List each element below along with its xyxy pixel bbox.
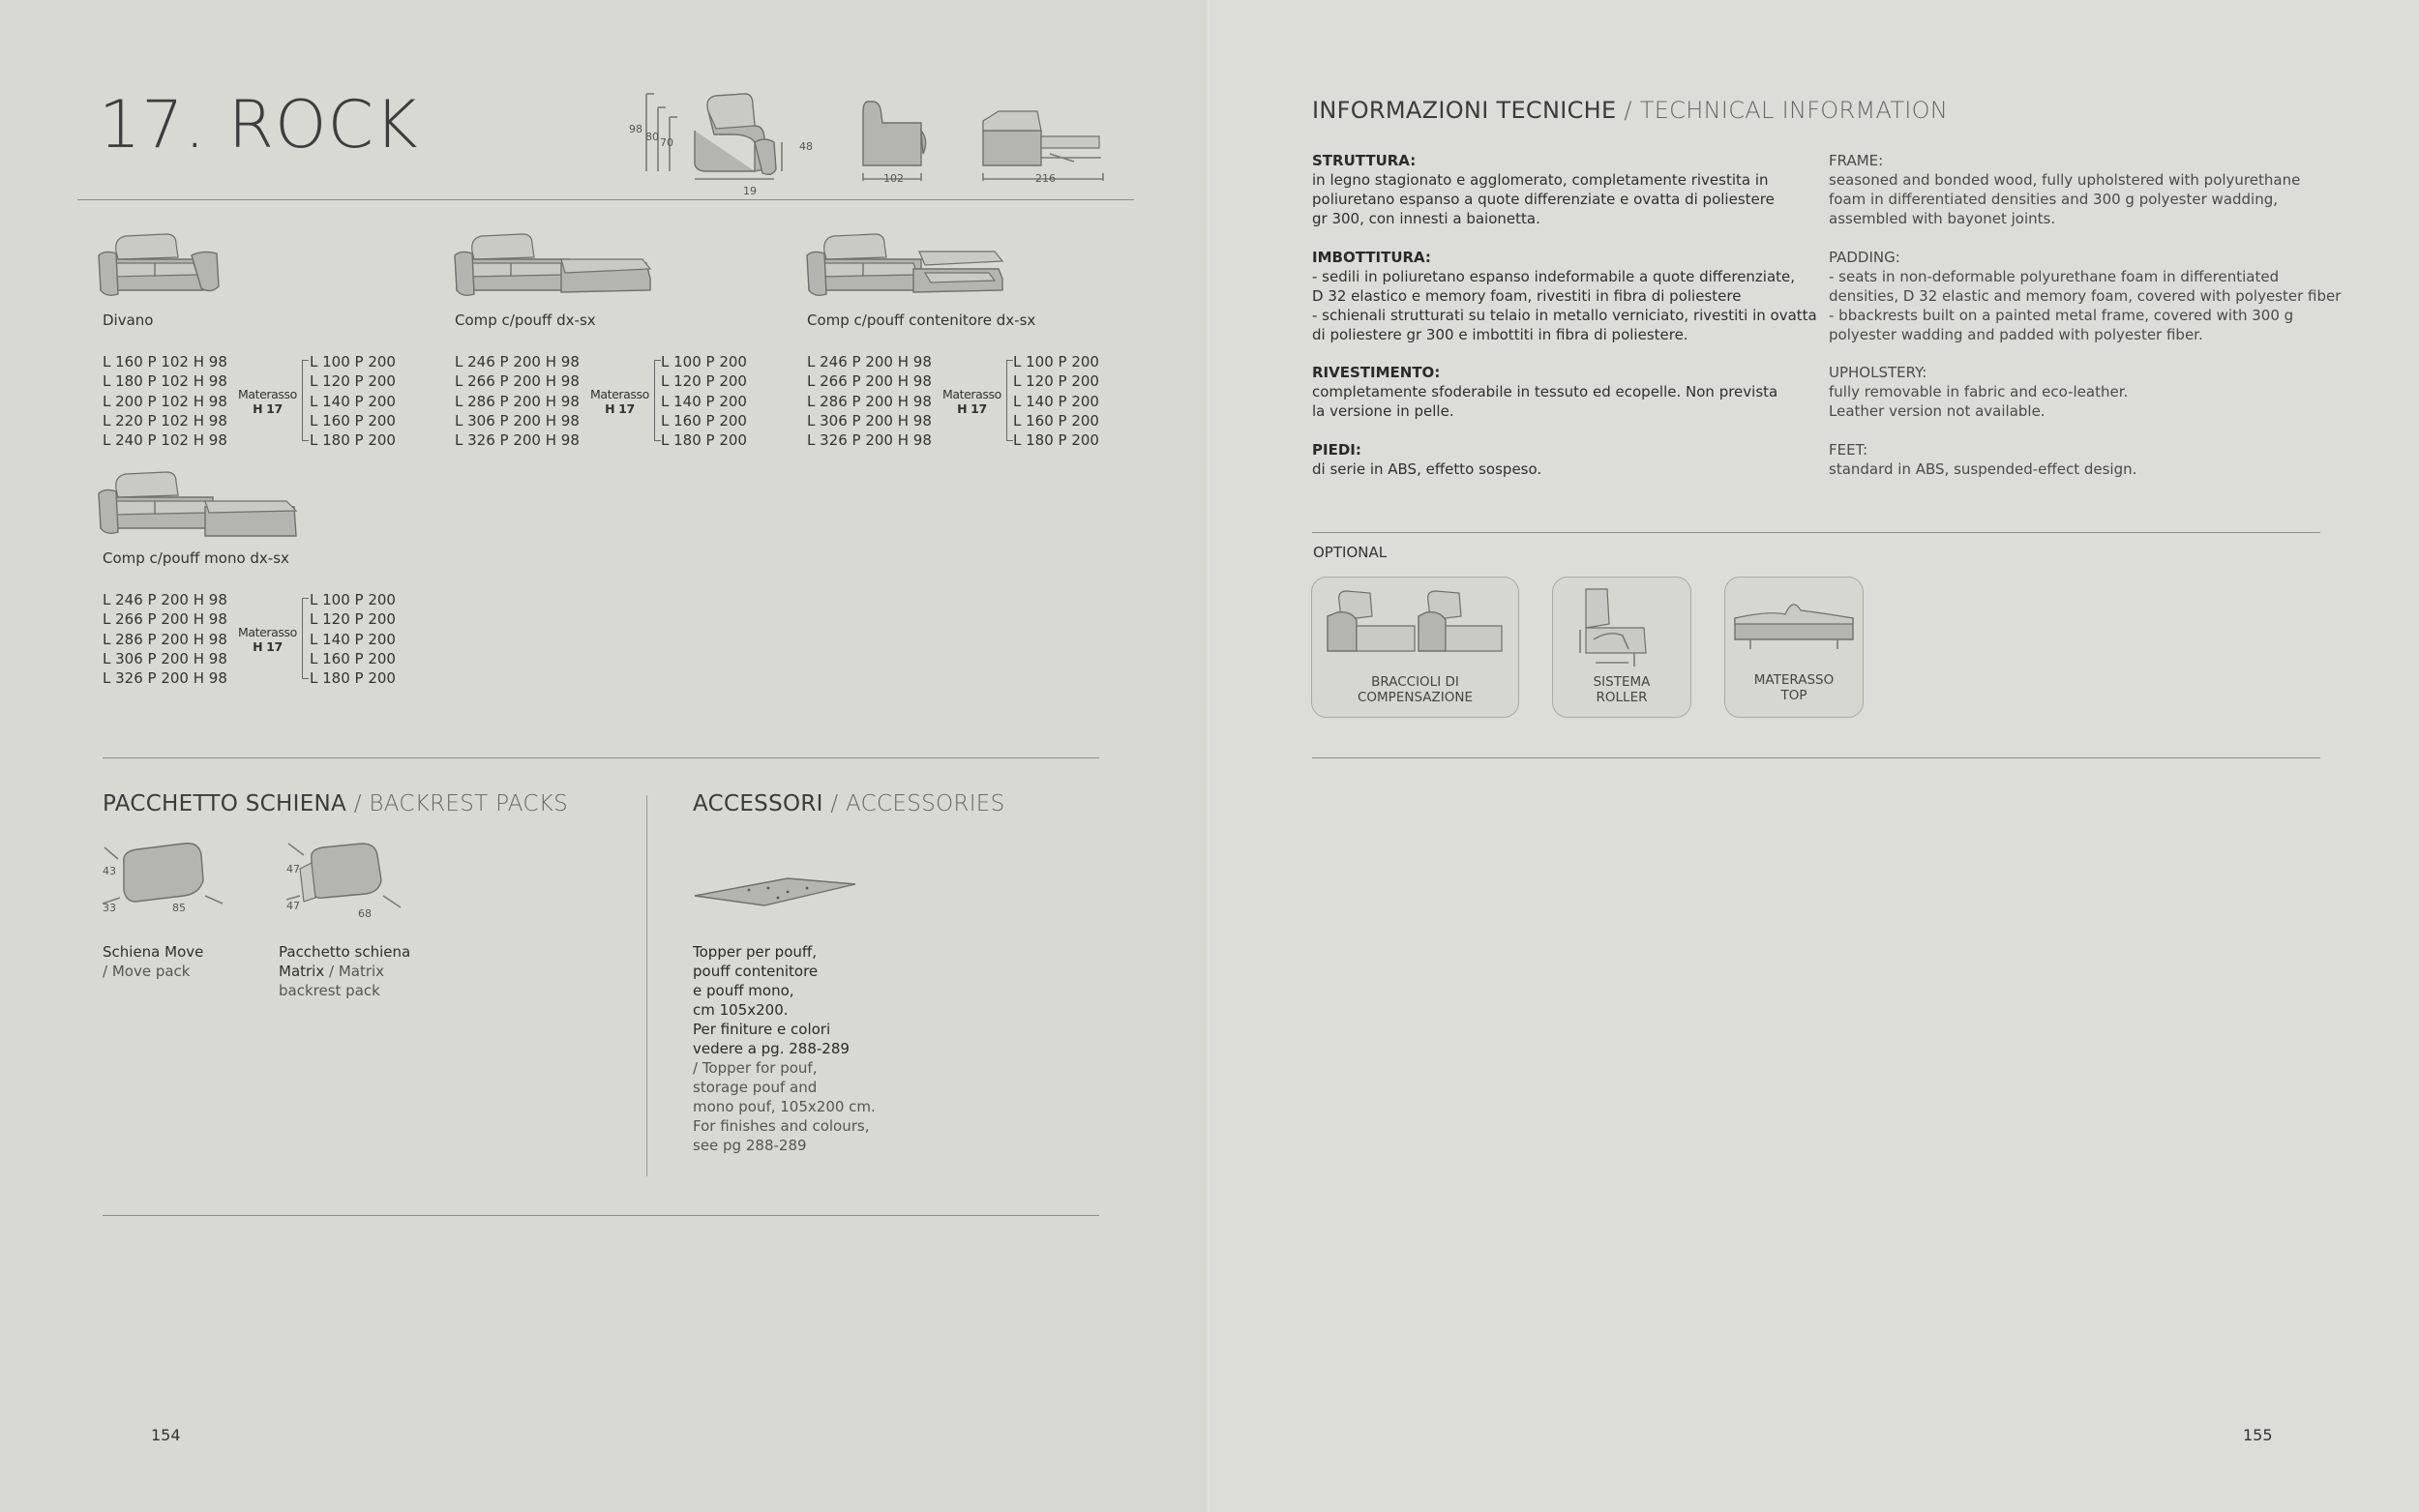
accessories-title-en: / ACCESSORIES (830, 791, 1005, 816)
tech-line: in legno stagionato e agglomerato, completamente rivestita in (1312, 171, 1769, 189)
tech-title-en: / TECHNICAL INFORMATION (1624, 97, 1949, 124)
size-row: L 220 P 102 H 98 (103, 411, 227, 430)
acc-it-line: e pouff mono, (693, 982, 794, 999)
tech-line: D 32 elastico e memory foam, rivestiti in fibra di poliestere (1312, 287, 1742, 305)
optional-card-text (1312, 674, 1518, 705)
size-row: L 246 P 200 H 98 (807, 353, 932, 371)
mattress-size-row: L 120 P 200 (1013, 372, 1099, 391)
mattress-sizes-comp-pouff-mono (310, 590, 396, 688)
size-row: L 286 P 200 H 98 (455, 392, 580, 410)
card-line: ROLLER (1596, 690, 1648, 705)
acc-it-line: cm 105x200. (693, 1001, 789, 1019)
mattress-label: Materasso (238, 625, 297, 639)
tech-title: INFORMAZIONI TECNICHE (1312, 97, 1617, 124)
mattress-label-comp-pouff-mono (238, 625, 297, 654)
mattress-sizes-comp-pouff-contenitore (1013, 352, 1099, 450)
move-dim-2: 33 (103, 902, 116, 914)
matrix-name-en-2: backrest pack (279, 982, 380, 999)
mattress-height: H 17 (253, 639, 283, 654)
schiena-move-caption (103, 942, 203, 981)
size-row: L 160 P 102 H 98 (103, 353, 227, 371)
page-number-right: 155 (2243, 1426, 2273, 1444)
optional-card-roller (1552, 577, 1691, 718)
pacchetto-matrix-figure (275, 840, 410, 921)
mattress-height: H 17 (605, 401, 635, 416)
tech-line: foam in differentiated densities and 300 g polyester wadding, (1829, 191, 2279, 208)
tech-line: poliuretano espanso a quote differenziate e ovatta di poliestere (1312, 191, 1775, 208)
tech-en-frame (1829, 151, 2351, 228)
size-row: L 180 P 102 H 98 (103, 372, 227, 391)
tech-en-upholstery (1829, 363, 2351, 421)
open-bed-figure (983, 111, 1103, 185)
page-number-left: 154 (151, 1426, 181, 1444)
acc-en-line: see pg 288-289 (693, 1137, 807, 1154)
mattress-bracket (1006, 360, 1013, 441)
materasso-icon (1731, 601, 1857, 653)
size-row: L 326 P 200 H 98 (807, 431, 932, 450)
dimension-diagrams (619, 73, 1122, 198)
dim-h3: 70 (660, 136, 673, 149)
comp-pouff-contenitore-figure (805, 230, 1004, 302)
accessories-section-title (693, 791, 1005, 816)
mattress-label-divano (238, 387, 297, 416)
mattress-bracket (302, 360, 309, 441)
tech-it-rivestimento (1312, 363, 1825, 421)
optional-label: OPTIONAL (1313, 544, 1388, 561)
side-view-figure (863, 102, 926, 185)
mattress-label: Materasso (942, 387, 1001, 401)
size-row: L 286 P 200 H 98 (103, 630, 227, 648)
size-row: L 326 P 200 H 98 (455, 431, 580, 450)
acc-en-line: storage pouf and (693, 1079, 818, 1096)
mattress-size-row: L 120 P 200 (310, 372, 396, 391)
mattress-size-row: L 140 P 200 (661, 392, 747, 410)
page-title: 17. ROCK (99, 87, 419, 163)
tech-line: - seats in non-deformable polyurethane foam in differentiated (1829, 268, 2280, 285)
tech-en-padding (1829, 248, 2351, 344)
model-sizes-divano (103, 352, 227, 450)
tech-line: fully removable in fabric and eco-leather. (1829, 383, 2129, 400)
mattress-label: Materasso (590, 387, 649, 401)
tech-heading: UPHOLSTERY: (1829, 364, 1927, 381)
matrix-name-1: Pacchetto schiena (279, 943, 411, 961)
tech-heading: PIEDI: (1312, 441, 1361, 459)
pacchetto-matrix-caption (279, 942, 410, 1000)
dim-h1: 98 (629, 123, 642, 135)
acc-en-line: For finishes and colours, (693, 1117, 870, 1135)
title-divider (77, 199, 1134, 200)
card-line: MATERASSO (1753, 672, 1835, 688)
mattress-size-row: L 100 P 200 (310, 353, 396, 371)
tech-line: assembled with bayonet joints. (1829, 210, 2056, 227)
size-row: L 240 P 102 H 98 (103, 431, 227, 450)
comp-pouff-figure (453, 230, 652, 302)
move-dim-1: 43 (103, 865, 116, 877)
optional-card-materasso-top (1724, 577, 1864, 718)
tech-it-struttura (1312, 151, 1825, 228)
acc-it-line: vedere a pg. 288-289 (693, 1040, 850, 1057)
size-row: L 306 P 200 H 98 (455, 411, 580, 430)
backrest-title-en: / BACKREST PACKS (353, 791, 569, 816)
card-line: COMPENSAZIONE (1357, 690, 1473, 705)
model-name-comp-pouff: Comp c/pouff dx-sx (455, 311, 596, 329)
size-row: L 286 P 200 H 98 (807, 392, 932, 410)
mattress-size-row: L 140 P 200 (1013, 392, 1099, 410)
tech-heading: PADDING: (1829, 249, 1900, 266)
mattress-size-row: L 100 P 200 (661, 353, 747, 371)
acc-it-line: Topper per pouff, (693, 943, 817, 961)
armchair-dimension-figure (629, 94, 813, 197)
size-row: L 266 P 200 H 98 (807, 372, 932, 391)
tech-section-title (1312, 97, 1948, 124)
schiena-move-figure (97, 842, 232, 919)
size-row: L 326 P 200 H 98 (103, 669, 227, 688)
matrix-dim-3: 68 (358, 907, 372, 920)
tech-it-imbottitura (1312, 248, 1835, 344)
tech-line: Leather version not available. (1829, 402, 2046, 420)
tech-line: completamente sfoderabile in tessuto ed ecopelle. Non prevista (1312, 383, 1778, 400)
comp-pouff-mono-figure (97, 468, 300, 542)
size-row: L 306 P 200 H 98 (103, 649, 227, 667)
backrest-title: PACCHETTO SCHIENA (103, 791, 347, 816)
mattress-bracket (654, 360, 661, 441)
section-divider (103, 757, 1099, 758)
size-row: L 246 P 200 H 98 (455, 353, 580, 371)
optional-divider (1312, 757, 2320, 758)
mattress-bracket (302, 598, 309, 679)
mattress-size-row: L 160 P 200 (310, 649, 396, 667)
model-sizes-comp-pouff-mono (103, 590, 227, 688)
acc-en-line: mono pouf, 105x200 cm. (693, 1098, 876, 1115)
tech-heading: IMBOTTITURA: (1312, 249, 1431, 266)
card-line: TOP (1780, 688, 1807, 703)
tech-line: - bbackrests built on a painted metal frame, covered with 300 g (1829, 307, 2294, 324)
roller-icon (1576, 585, 1673, 668)
dim-h2: 80 (645, 131, 659, 143)
accessories-title: ACCESSORI (693, 791, 823, 816)
model-name-divano: Divano (103, 311, 154, 329)
model-sizes-comp-pouff-contenitore (807, 352, 932, 450)
card-line: BRACCIOLI DI (1371, 674, 1459, 690)
model-name-comp-pouff-contenitore: Comp c/pouff contenitore dx-sx (807, 311, 1036, 329)
page-gutter (1204, 0, 1210, 1512)
mattress-size-row: L 100 P 200 (310, 591, 396, 608)
tech-line: - sedili in poliuretano espanso indeformabile a quote differenziate, (1312, 268, 1796, 285)
bottom-divider (103, 1215, 1099, 1216)
acc-en-line: / Topper for pouf, (693, 1059, 818, 1077)
mattress-label-comp-pouff (590, 387, 649, 416)
size-row: L 266 P 200 H 98 (103, 610, 227, 629)
tech-line: standard in ABS, suspended-effect design. (1829, 460, 2137, 478)
mattress-sizes-divano (310, 352, 396, 450)
tech-line: - schienali strutturati su telaio in metallo verniciato, rivestiti in ovatta (1312, 307, 1817, 324)
tech-line: di poliestere gr 300 e imbottiti in fibra di poliestere. (1312, 326, 1688, 343)
mattress-size-row: L 120 P 200 (310, 610, 396, 629)
mattress-size-row: L 140 P 200 (310, 392, 396, 410)
mattress-height: H 17 (957, 401, 987, 416)
tech-heading: FRAME: (1829, 152, 1884, 169)
optional-card-text (1553, 674, 1690, 705)
move-name: Schiena Move (103, 943, 204, 961)
tech-heading: RIVESTIMENTO: (1312, 364, 1441, 381)
mattress-height: H 17 (253, 401, 283, 416)
acc-it-line: Per finiture e colori (693, 1021, 831, 1038)
move-name-en: / Move pack (103, 963, 191, 980)
acc-it-line: pouff contenitore (693, 963, 819, 980)
tech-heading: STRUTTURA: (1312, 152, 1417, 169)
mattress-size-row: L 180 P 200 (310, 669, 396, 688)
braccioli-icon (1322, 587, 1510, 655)
size-row: L 246 P 200 H 98 (103, 591, 227, 608)
mattress-size-row: L 100 P 200 (1013, 353, 1099, 371)
mattress-size-row: L 140 P 200 (310, 630, 396, 648)
model-sizes-comp-pouff (455, 352, 580, 450)
size-row: L 266 P 200 H 98 (455, 372, 580, 391)
card-line: SISTEMA (1593, 674, 1651, 690)
matrix-dim-1: 47 (286, 863, 300, 875)
optional-card-braccioli (1311, 577, 1519, 718)
tech-divider (1312, 532, 2320, 533)
backrest-section-title (103, 791, 568, 816)
left-page (0, 0, 1207, 1512)
mattress-size-row: L 180 P 200 (661, 431, 747, 450)
move-dim-3: 85 (172, 902, 186, 914)
mattress-label-comp-pouff-contenitore (942, 387, 1001, 416)
optional-card-text (1725, 672, 1863, 703)
mattress-size-row: L 120 P 200 (661, 372, 747, 391)
size-row: L 200 P 102 H 98 (103, 392, 227, 410)
tech-it-piedi (1312, 440, 1825, 479)
tech-line: la versione in pelle. (1312, 402, 1454, 420)
tech-heading: FEET: (1829, 441, 1868, 459)
topper-figure (691, 871, 865, 913)
mattress-size-row: L 160 P 200 (1013, 411, 1099, 430)
mattress-size-row: L 180 P 200 (310, 431, 396, 450)
dim-width2: 216 (1035, 172, 1056, 185)
column-divider (646, 795, 647, 1176)
size-row: L 306 P 200 H 98 (807, 411, 932, 430)
divano-figure (97, 230, 224, 302)
accessories-caption (693, 942, 876, 1155)
matrix-name-2: Matrix (279, 963, 325, 980)
matrix-name-en-1: / Matrix (329, 963, 385, 980)
mattress-label: Materasso (238, 387, 297, 401)
mattress-sizes-comp-pouff (661, 352, 747, 450)
tech-line: di serie in ABS, effetto sospeso. (1312, 460, 1542, 478)
tech-line: gr 300, con innesti a baionetta. (1312, 210, 1540, 227)
dim-depth: 19 (743, 185, 757, 197)
mattress-size-row: L 180 P 200 (1013, 431, 1099, 450)
tech-line: densities, D 32 elastic and memory foam, covered with polyester fiber (1829, 287, 2342, 305)
matrix-dim-2: 47 (286, 900, 300, 912)
tech-en-feet (1829, 440, 2351, 479)
mattress-size-row: L 160 P 200 (661, 411, 747, 430)
dim-width1: 102 (883, 172, 904, 185)
model-name-comp-pouff-mono: Comp c/pouff mono dx-sx (103, 549, 289, 567)
dim-h4: 48 (799, 140, 813, 153)
mattress-size-row: L 160 P 200 (310, 411, 396, 430)
tech-line: polyester wadding and padded with polyester fiber. (1829, 326, 2203, 343)
tech-line: seasoned and bonded wood, fully upholstered with polyurethane (1829, 171, 2301, 189)
